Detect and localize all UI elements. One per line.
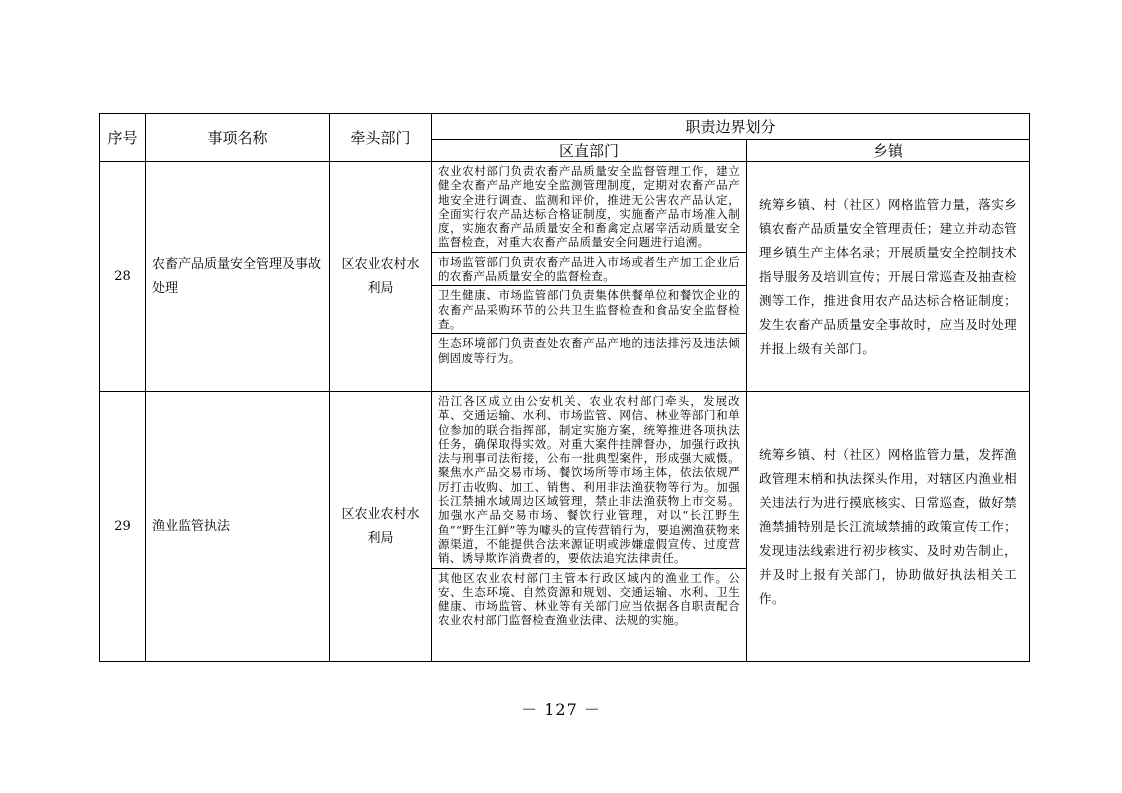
row-index: 28	[100, 162, 146, 392]
row-item-name: 渔业监管执法	[146, 392, 330, 662]
row-index: 29	[100, 392, 146, 662]
row-lead-dept: 区农业农村水利局	[330, 392, 432, 662]
header-responsibility: 职责边界划分	[432, 114, 1030, 140]
header-lead-dept: 牵头部门	[330, 114, 432, 162]
district-duty: 生态环境部门负责查处农畜产品产地的违法排污及违法倾倒固废等行为。	[438, 336, 740, 365]
header-item-name: 事项名称	[146, 114, 330, 162]
district-duty: 其他区农业农村部门主管本行政区域内的渔业工作。公安、生态环境、自然资源和规划、交通运输、水利、卫生健康、市场监管、林业等有关部门应当依据各自职责配合农业农村部门监督检查渔业法律、法规的实施。	[438, 570, 740, 628]
row-item-name: 农畜产品质量安全管理及事故处理	[146, 162, 330, 392]
row-district-duties	[432, 392, 747, 662]
district-duty: 市场监管部门负责农畜产品进入市场或者生产加工企业后的农畜产品质量安全的监督检查。	[432, 253, 746, 287]
table-row	[100, 162, 1030, 392]
row-township-duties: 统筹乡镇、村（社区）网格监管力量，落实乡镇农畜产品质量安全管理责任；建立并动态管理乡镇生产主体名录；开展质量安全控制技术指导服务及培训宣传；开展日常巡查及抽查检测等工作，推进食用农产品达标合格证制度；发生农畜产品质量安全事故时，应当及时处理并报上级有关部门。	[747, 162, 1030, 392]
responsibility-table	[99, 113, 1030, 662]
page-number: － 127 －	[521, 700, 601, 719]
table-row	[100, 392, 1030, 662]
row-district-duties	[432, 162, 747, 392]
district-duty: 卫生健康、市场监管部门负责集体供餐单位和餐饮企业的农畜产品采购环节的公共卫生监督检查和食品安全监督检查。	[432, 286, 746, 334]
district-duty: 农业农村部门负责农畜产品质量安全监督管理工作，建立健全农畜产品产地安全监测管理制度，定期对农畜产品产地安全进行调查、监测和评价，推进无公害农产品认定，全面实行农产品达标合格证制度，实施畜产品市场准入制度，实施农畜产品质量安全和畜禽定点屠宰活动质量安全监督检查，对重大农畜产品质量安全问题进行追溯。	[432, 162, 746, 253]
district-duty: 沿江各区成立由公安机关、农业农村部门牵头，发展改革、交通运输、水利、市场监管、网信、林业等部门和单位参加的联合指挥部，制定实施方案，统筹推进各项执法任务，确保取得实效。对重大案件挂牌督办，加强行政执法与刑事司法衔接，公布一批典型案件，形成强大威慑。聚焦水产品交易市场、餐饮场所等市场主体，依法依规严厉打击收购、加工、销售、利用非法渔获物等行为。加强长江禁捕水域周边区域管理，禁止非法渔获物上市交易。加强水产品交易市场、餐饮行业管理，对以“长江野生鱼”“野生江鲜”等为噱头的宣传营销行为，要追溯渔获物来源渠道，不能提供合法来源证明或涉嫌虚假宣传、过度营销、诱导欺诈消费者的，要依法追究法律责任。	[432, 392, 746, 569]
header-district: 区直部门	[432, 140, 747, 162]
row-township-duties: 统筹乡镇、村（社区）网格监管力量，发挥渔政管理末梢和执法探头作用，对辖区内渔业相关违法行为进行摸底核实、日常巡查，做好禁渔禁捕特别是长江流域禁捕的政策宣传工作；发现违法线索进行初步核实、及时劝告制止，并及时上报有关部门，协助做好执法相关工作。	[747, 392, 1030, 662]
header-index: 序号	[100, 114, 146, 162]
row-lead-dept: 区农业农村水利局	[330, 162, 432, 392]
header-township: 乡镇	[747, 140, 1030, 162]
